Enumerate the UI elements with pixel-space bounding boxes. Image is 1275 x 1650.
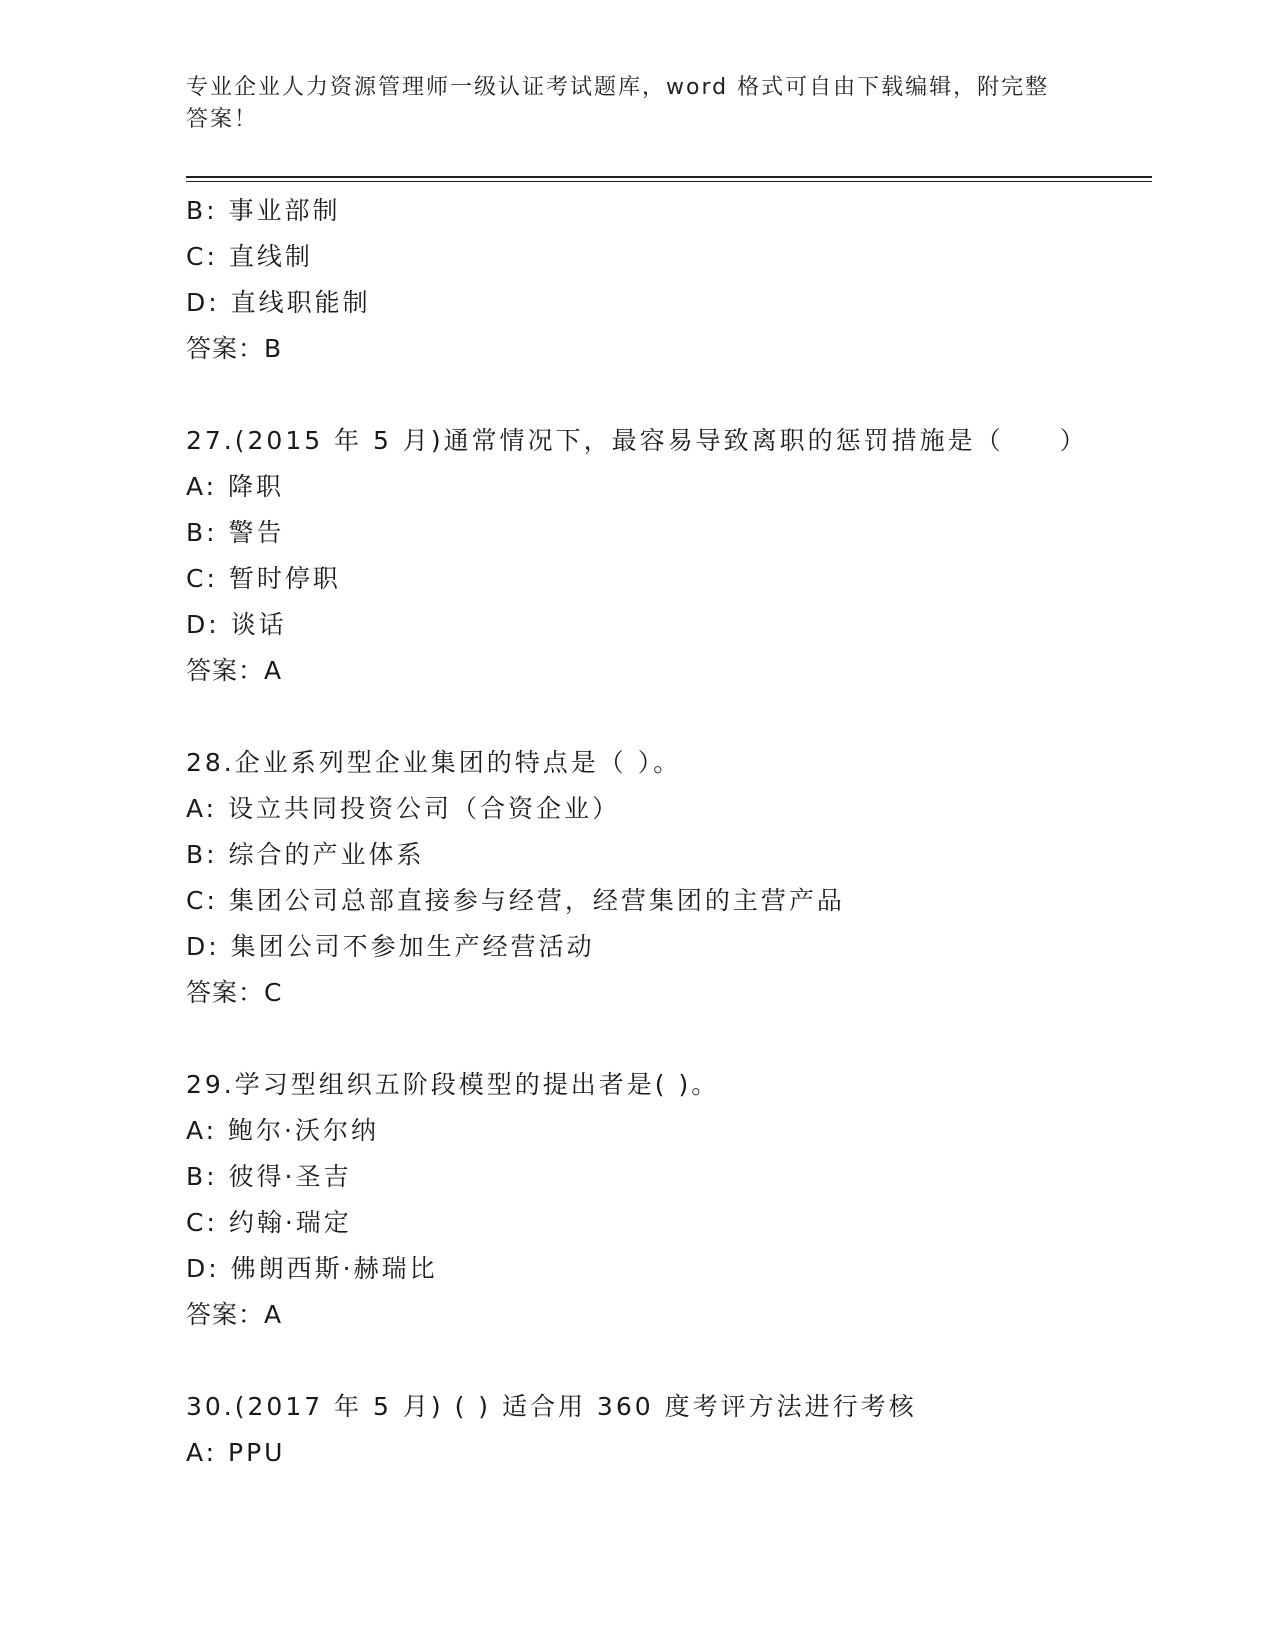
option-c: C: 暂时停职 (186, 564, 341, 593)
document-header (186, 72, 1066, 136)
spacer (186, 694, 1152, 740)
question-list (186, 188, 1152, 1476)
question-stem: 28.企业系列型企业集团的特点是（ ）。 (186, 748, 682, 777)
answer: 答案：A (186, 656, 283, 685)
previous-question-fragment (186, 188, 1152, 372)
option-d: D: 佛朗西斯·赫瑞比 (186, 1254, 438, 1283)
option-b: B: 综合的产业体系 (186, 840, 425, 869)
option-a: A: 降职 (186, 472, 285, 501)
answer: 答案：A (186, 1300, 283, 1329)
question-29 (186, 1062, 1152, 1338)
option-d: D: 集团公司不参加生产经营活动 (186, 932, 595, 961)
option-a: A: 鲍尔·沃尔纳 (186, 1116, 379, 1145)
option-b: B: 警告 (186, 518, 285, 547)
question-28 (186, 740, 1152, 1016)
option-b: B: 事业部制 (186, 196, 341, 225)
header-rule-thick (186, 176, 1152, 178)
option-c: C: 约翰·瑞定 (186, 1208, 352, 1237)
option-d: D: 谈话 (186, 610, 287, 639)
header-rule-thin (186, 181, 1152, 182)
option-a: A: 设立共同投资公司（合资企业） (186, 794, 621, 823)
option-c: C: 直线制 (186, 242, 313, 271)
spacer (186, 372, 1152, 418)
answer: 答案：C (186, 978, 283, 1007)
question-stem: 30.(2017 年 5 月) ( ) 适合用 360 度考评方法进行考核 (186, 1392, 917, 1421)
answer: 答案：B (186, 334, 283, 363)
question-27 (186, 418, 1152, 694)
option-c: C: 集团公司总部直接参与经营，经营集团的主营产品 (186, 886, 845, 915)
question-stem: 27.(2015 年 5 月)通常情况下，最容易导致离职的惩罚措施是（ ） (186, 426, 1088, 455)
spacer (186, 1338, 1152, 1384)
spacer (186, 1016, 1152, 1062)
option-a: A: PPU (186, 1438, 286, 1467)
option-d: D: 直线职能制 (186, 288, 371, 317)
question-30 (186, 1384, 1152, 1476)
header-text: 专业企业人力资源管理师一级认证考试题库，word 格式可自由下载编辑，附完整答案！ (186, 75, 1050, 132)
option-b: B: 彼得·圣吉 (186, 1162, 352, 1191)
question-stem: 29.学习型组织五阶段模型的提出者是( )。 (186, 1070, 720, 1099)
